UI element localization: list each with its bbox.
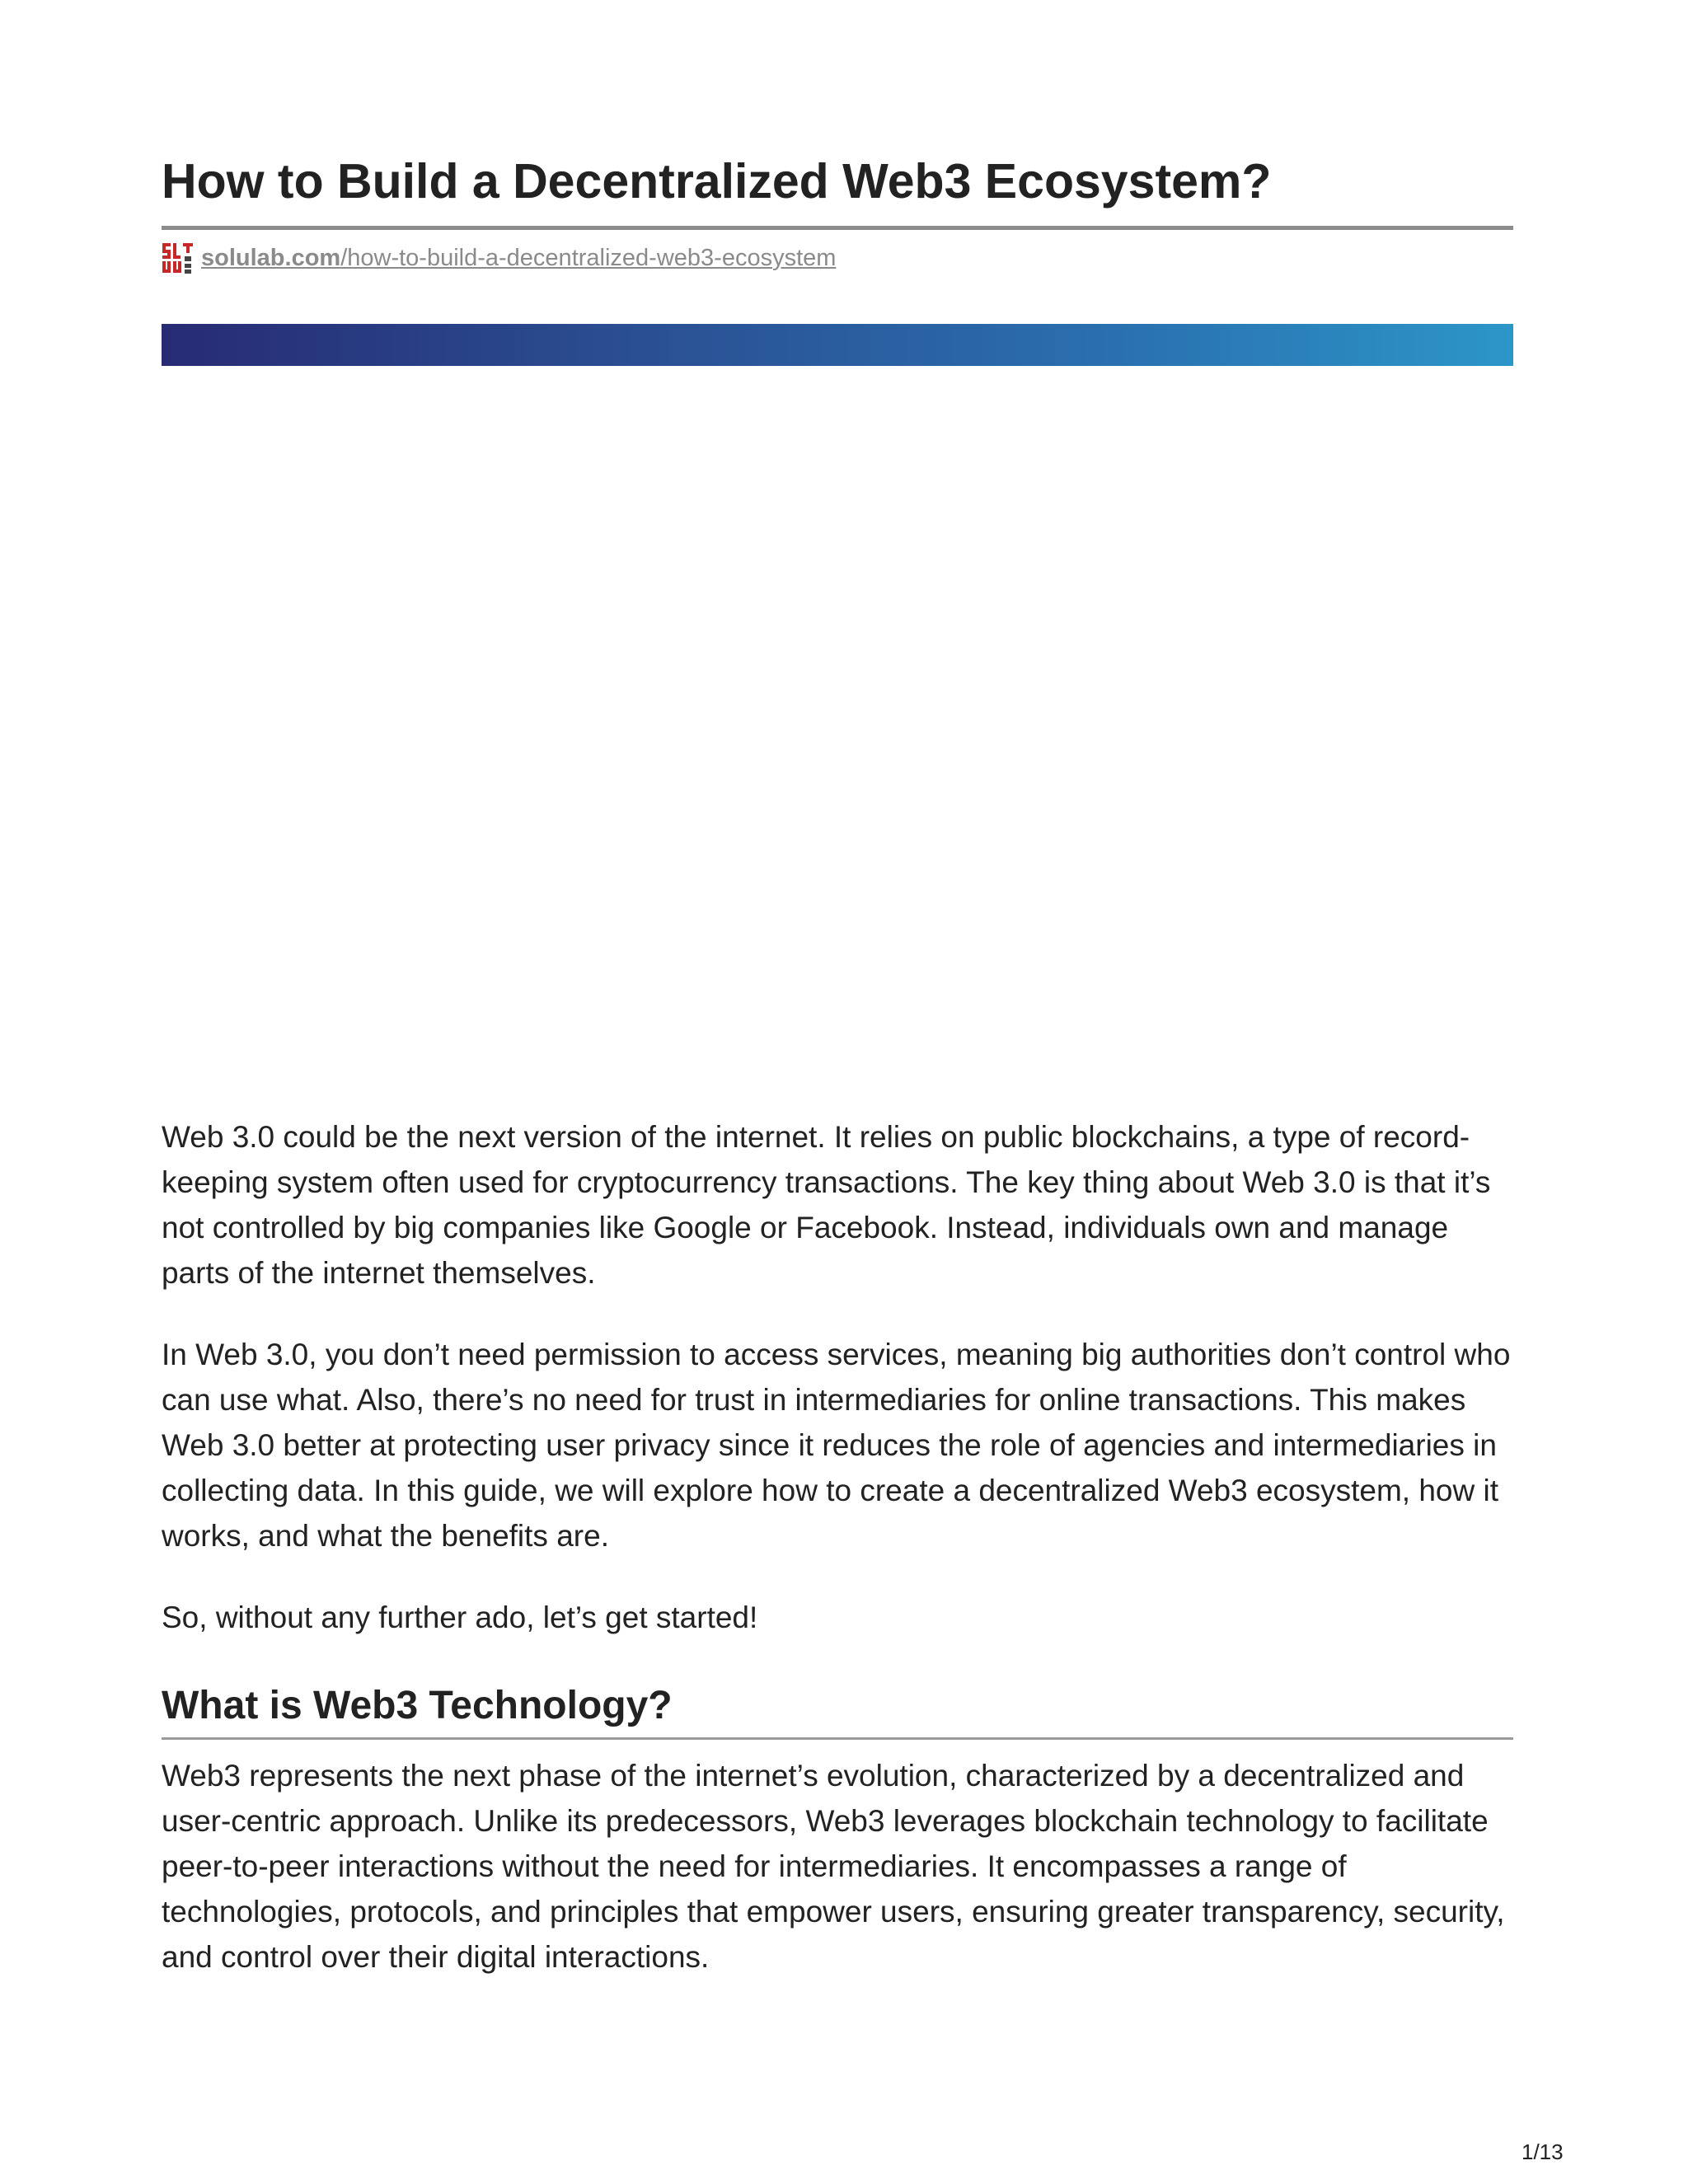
solulab-logo-icon: [162, 241, 195, 274]
intro-paragraph-3: So, without any further ado, let’s get started!: [162, 1601, 758, 1634]
title-divider: [162, 226, 1513, 230]
intro-paragraph-2: In Web 3.0, you don’t need permission to access services, meaning big authorities don’t control who can use what. Also, there’s no need for trust in intermediaries for online transactions. This makes Web 3.0 better at protecting user privacy since it reduces the role of agencies and intermediaries in collecting data. In this guide, we will explore how to create a decentralized Web3 ecosystem, how it works, and what the benefits are.: [162, 1338, 1511, 1553]
page-number: 1/13: [1522, 2139, 1564, 2164]
source-line: [162, 241, 836, 275]
page-title: How to Build a Decentralized Web3 Ecosystem?: [162, 154, 1272, 209]
source-path: /how-to-build-a-decentralized-web3-ecosystem: [340, 244, 837, 271]
source-domain: solulab.com: [201, 244, 341, 271]
section-heading: What is Web3 Technology?: [162, 1684, 673, 1727]
section-paragraph: Web3 represents the next phase of the internet’s evolution, characterized by a decentralized and user-centric approach. Unlike its predecessors, Web3 leverages blockchain technology to facilitate peer-to-peer interactions without the need for intermediaries. It encompasses a range of technologies, protocols, and principles that empower users, ensuring greater transparency, security, and control over their digital interactions.: [162, 1759, 1505, 1974]
hero-banner: [162, 324, 1513, 366]
intro-paragraph-1: Web 3.0 could be the next version of the internet. It relies on public blockchains, a type of record-keeping system often used for cryptocurrency transactions. The key thing about Web 3.0 is that it’s not controlled by big companies like Google or Facebook. Instead, individuals own and manage parts of the internet themselves.: [162, 1120, 1491, 1290]
section-divider: [162, 1737, 1513, 1740]
source-url-link[interactable]: [201, 245, 836, 272]
article-body: [162, 1114, 1513, 2016]
